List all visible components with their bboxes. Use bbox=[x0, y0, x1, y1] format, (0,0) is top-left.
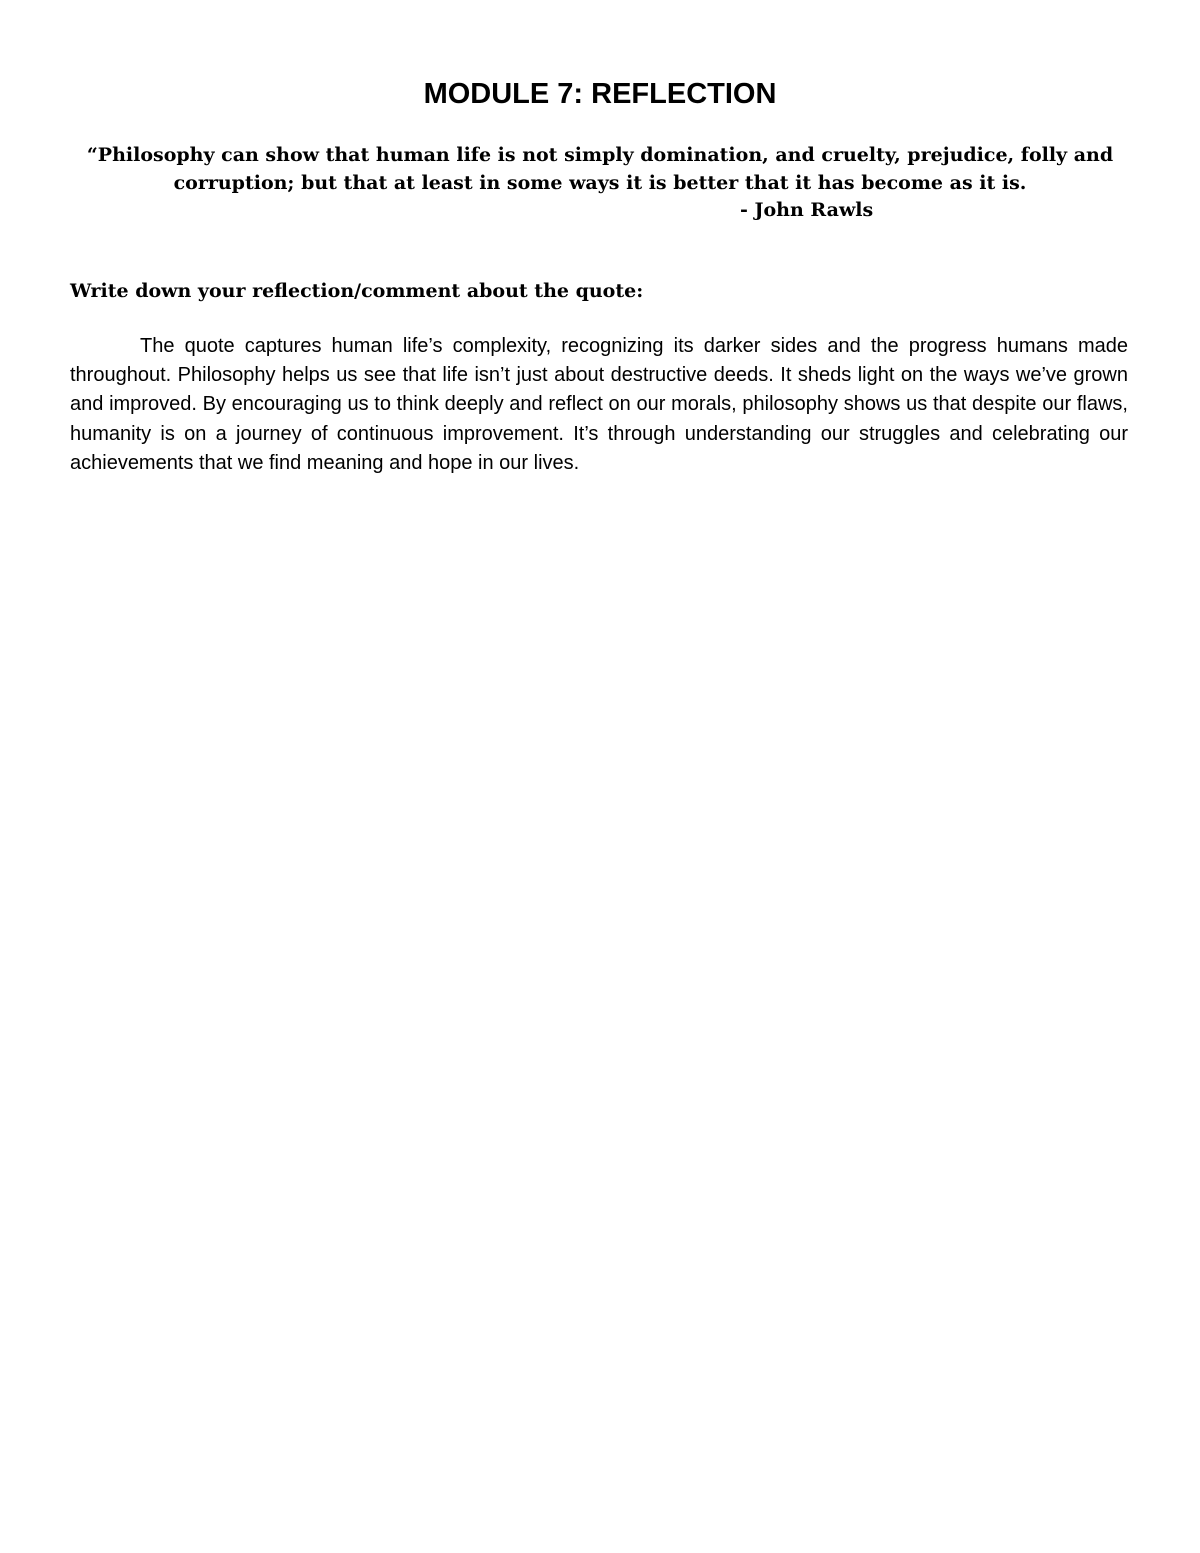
page-title: MODULE 7: REFLECTION bbox=[423, 78, 777, 110]
quote-block bbox=[70, 141, 1130, 197]
reflection-prompt: Write down your reflection/comment about the quote: bbox=[70, 280, 644, 302]
quote-line-1: “Philosophy can show that human life is not simply domination, and cruelty, prejudice, folly and bbox=[86, 144, 1114, 166]
quote-attribution: - John Rawls bbox=[740, 199, 874, 221]
reflection-paragraph: The quote captures human life’s complexity, recognizing its darker sides and the progress humans made throughout. Philosophy helps us see that life isn’t just about destructive deeds. It sheds light on the ways we’ve grown and improved. By encouraging us to think deeply and reflect on our morals, philosophy shows us that despite our flaws, humanity is on a journey of continuous improvement. It’s through understanding our struggles and celebrating our achievements that we find meaning and hope in our lives. bbox=[70, 335, 1128, 474]
quote-line-2: corruption; but that at least in some ways it is better that it has become as it is. bbox=[173, 172, 1027, 194]
